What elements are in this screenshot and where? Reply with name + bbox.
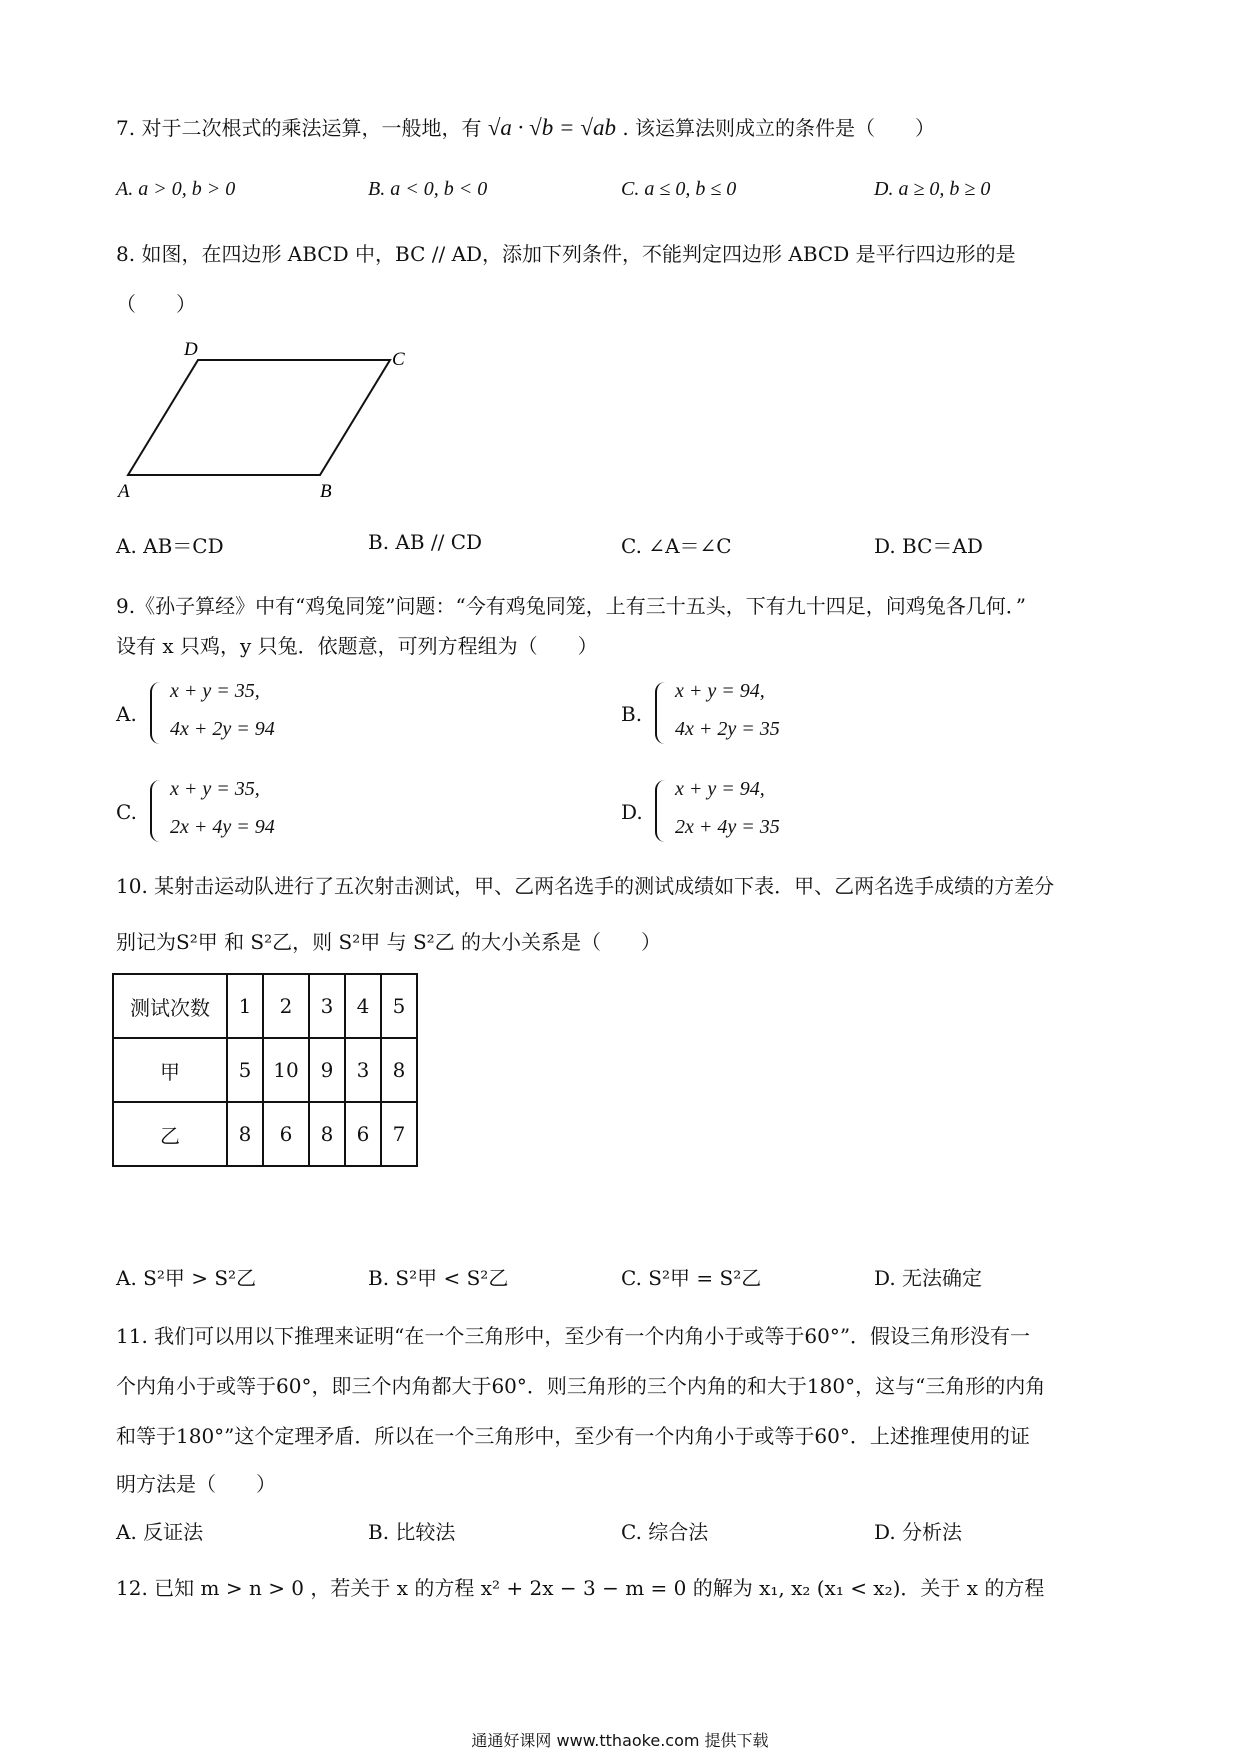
q9-option-c-eq2: 2x + 4y = 94 [170,816,275,838]
q7-stem-a: 7. 对于二次根式的乘法运算，一般地，有 [116,116,482,140]
page-footer: 通通好课网 www.tthaoke.com 提供下载 [471,1731,769,1750]
q9-option-c-letter: C. [116,800,137,824]
table-row [113,1038,417,1102]
vertex-label-b: B [320,481,332,502]
q10-score-table [112,973,418,1167]
table-cell: 2 [263,974,309,1038]
q12-line1: 12. 已知 m > n > 0 ，若关于 x 的方程 x² + 2x − 3 − m = 0 的解为 x₁, x₂ (x₁ < x₂)．关于 x 的方程 [116,1576,1045,1600]
q7-option-a: A. a > 0, b > 0 [116,178,236,200]
table-row [113,1102,417,1166]
table-cell: 8 [309,1102,345,1166]
q11-line4: 明方法是（ ） [116,1472,276,1496]
table-cell: 6 [345,1102,381,1166]
vertex-label-d: D [184,339,198,360]
q9-option-b-letter: B. [621,702,643,726]
q7-stem-b: . 该运算法则成立的条件是（ ） [622,116,936,140]
q8-option-c: C. ∠A＝∠C [621,534,732,558]
table-cell: 1 [227,974,263,1038]
q11-line3: 和等于180°”这个定理矛盾．所以在一个三角形中，至少有一个内角小于或等于60°．上述推理使用的证 [116,1424,1030,1448]
q8-paren: （ ） [116,292,196,316]
q11-option-b: B. 比较法 [368,1520,456,1544]
q11-options [0,1516,1240,1556]
table-cell: 9 [309,1038,345,1102]
q7-option-d: D. a ≥ 0, b ≥ 0 [874,178,991,200]
q10-option-b: B. S²甲 < S²乙 [368,1266,509,1290]
q9-option-b-eq1: x + y = 94, [675,680,765,702]
table-cell: 3 [345,1038,381,1102]
vertex-label-c: C [392,349,405,370]
q7-options [0,178,1240,218]
table-cell: 10 [263,1038,309,1102]
q10-line1: 10. 某射击运动队进行了五次射击测试，甲、乙两名选手的测试成绩如下表．甲、乙两名选手成绩的方差分 [116,874,1055,898]
table-cell: 7 [381,1102,417,1166]
table-cell: 5 [227,1038,263,1102]
q11-line1: 11. 我们可以用以下推理来证明“在一个三角形中，至少有一个内角小于或等于60°”．假设三角形没有一 [116,1324,1031,1348]
table-cell: 甲 [113,1038,227,1102]
vertex-label-a: A [118,481,130,502]
q10-option-d: D. 无法确定 [874,1266,983,1290]
q11-option-a: A. 反证法 [116,1520,204,1544]
q11-option-d: D. 分析法 [874,1520,963,1544]
brace-icon [655,780,667,842]
brace-icon [150,682,162,744]
q8-parallelogram-figure [110,335,430,510]
q8-options [0,530,1240,570]
q8-option-a: A. AB＝CD [116,534,224,558]
table-cell: 乙 [113,1102,227,1166]
q9-line1: 9.《孙子算经》中有“鸡兔同笼”问题：“今有鸡兔同笼，上有三十五头，下有九十四足，问鸡兔各几何．” [116,594,1026,618]
table-cell: 测试次数 [113,974,227,1038]
table-cell: 8 [227,1102,263,1166]
q10-options [0,1262,1240,1302]
table-cell: 6 [263,1102,309,1166]
q9-option-d-eq2: 2x + 4y = 35 [675,816,780,838]
q10-line2: 别记为S²甲 和 S²乙，则 S²甲 与 S²乙 的大小关系是（ ） [116,930,662,954]
q10-option-c: C. S²甲 = S²乙 [621,1266,762,1290]
q7-option-b: B. a < 0, b < 0 [368,178,488,200]
q9-option-d-eq1: x + y = 94, [675,778,765,800]
q8-option-d: D. BC＝AD [874,534,983,558]
brace-icon [655,682,667,744]
table-cell: 3 [309,974,345,1038]
q9-option-a-eq2: 4x + 2y = 94 [170,718,275,740]
q9-option-b-eq2: 4x + 2y = 35 [675,718,780,740]
brace-icon [150,780,162,842]
q9-option-c-eq1: x + y = 35, [170,778,260,800]
q7-option-c: C. a ≤ 0, b ≤ 0 [621,178,737,200]
q8-option-b: B. AB // CD [368,530,483,554]
q9-option-a-letter: A. [116,702,137,726]
q7-formula: √a · √b = √ab [487,115,616,140]
table-cell: 4 [345,974,381,1038]
q9-option-a-eq1: x + y = 35, [170,680,260,702]
parallelogram-shape [128,360,390,475]
q9-line2: 设有 x 只鸡，y 只兔．依题意，可列方程组为（ ） [116,634,598,658]
table-cell: 8 [381,1038,417,1102]
q7-stem [116,112,935,141]
q8-stem: 8. 如图，在四边形 ABCD 中，BC // AD，添加下列条件，不能判定四边形 ABCD 是平行四边形的是 [116,242,1016,266]
q11-line2: 个内角小于或等于60°，即三个内角都大于60°．则三角形的三个内角的和大于180°，这与“三角形的内角 [116,1374,1046,1398]
q9-option-d-letter: D. [621,800,643,824]
q11-option-c: C. 综合法 [621,1520,709,1544]
table-header-row [113,974,417,1038]
q10-option-a: A. S²甲 > S²乙 [116,1266,257,1290]
table-cell: 5 [381,974,417,1038]
